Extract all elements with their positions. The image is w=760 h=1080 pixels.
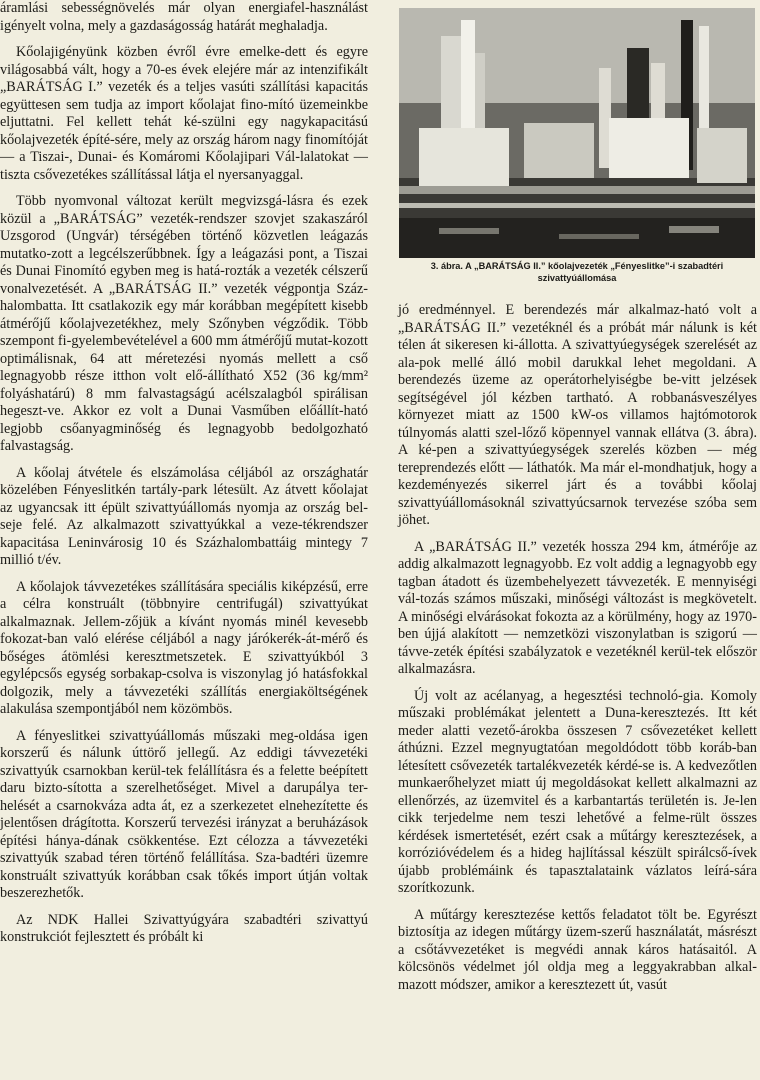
paragraph: Új volt az acélanyag, a hegesztési technoló-gia. Komoly műszaki problémákat jelentett a Duna-keresztezés. Itt két meder alatti vezető-árokba összesen 7 csővezetéket kellett áthúzni. Ezzel megnyugtatóan megoldódott több koráb-ban létesített csővezeték tartalékvezeték kérdé-se is. A kedvezőtlen munkaerőhelyzet miatt új megoldásokat kellett alkalmazni az ellenőrzés, az üzemvitel és a karbantartás területén is. Je-len cikk terjedelme nem teszi lehetővé a felme-rült összes kérdések ismertetését, ezért csak a műtárgy keresztezések, a korrózióvédelem és a hideg hajlítással készült spirálcső-ívek újabb problémáink és tapasztalataink vázlatos leírá-sára szorítkozunk.: [398, 687, 757, 896]
paragraph: áramlási sebességnövelés már olyan energiafel-használást igényelt volna, mely a gazdaságosság határát meghaladja.: [0, 0, 368, 34]
paragraph: A kőolajok távvezetékes szállítására speciális kiképzésű, erre a célra konstruált (többnyire centrifugál) szivattyúkat alkalmaznak. Jellem-zőjük a kívánt nyomás minél kevesebb fokozat-ban való elérése céljából a nagy járókerék-át-mérő és bőséges átömlési keresztmetszetek. E szivattyúkból 3 egylépcsős egység sorbakap-csolva is viszonylag jó hatásfokkal dolgozik, mely a távvezetéki szállítás energiaköltségének alakulása szempontjából nem közömbös.: [0, 578, 368, 717]
paragraph: A fényeslitkei szivattyúállomás műszaki meg-oldása igen korszerű és nálunk úttörő jellegű. Az eddigi távvezetéki szivattyúk csarnokban kerül-tek felállításra és a felette beépített daru bizto-sította a szerelhetőséget. Mivel a darupálya ter-helését a csarnokváza adta át, ez a szerkezetet elnehezítette és jelentősen drágította. Korszerű tervezési irányzat a beruházások építési hánya-dának csökkentése. Ezt célozza a távvezetéki szivattyúk szabad téren történő felállítása. Sza-badtéri üzemre konstruált szivattyúk korábban csak tőkés import útján voltak beszerezhetők.: [0, 727, 368, 901]
paragraph: Az NDK Hallei Szivattyúgyára szabadtéri szivattyú konstrukciót fejlesztett és próbált ki: [0, 911, 368, 945]
paragraph: A műtárgy keresztezése kettős feladatot tölt be. Egyrészt biztosítja az idegen műtárgy üzem-szerű használatát, másrészt a csőtávvezetéket is megvédi annak káros hatásaitól. A kölcsönös védelmet jól oldja meg a leggyakrabban alkal-mazott módszer, amikor a keresztezett út, vasút: [398, 906, 757, 993]
figure-caption: 3. ábra. A „BARÁTSÁG II.” kőolajvezeték „Fényeslitke”-i szabadtéri szivattyúállomása: [430, 261, 724, 283]
paragraph: Kőolajigényünk közben évről évre emelke-dett és egyre világosabbá vált, hogy a 70-es évek elejére már az intenzifikált „BARÁTSÁG I.” vezeték és a teljes vasúti szállítási kapacitás együttesen sem tudja az import kőolajat fino-mító üzemeinkbe eljuttatni. Fel kellett tehát ké-szülni egy nagykapacitású kőolajvezeték építé-sére, mely az ország három nagy finomítóját — a Tiszai-, Dunai- és Komáromi Kőolajipari Vál-lalatokat — tiszta csővezetékes szállítással látja el nyersanyaggal.: [0, 44, 368, 183]
paragraph: jó eredménnyel. E berendezés már alkalmaz-ható volt a „BARÁTSÁG II.” vezetéknél és a próbát már nálunk is két télen át sikeresen ki-állotta. A szivattyúegységek szerelését az ala-pok mellé álló mobil darukkal lehet megoldani. A berendezés üzeme az operátorhelyiségbe be-vitt jelzések segítségével jól kézben tartható. A robbanásveszélyes környezet miatt az 1500 kW-os villamos hajtómotorok túlnyomás alatti szel-lőző köpennyel vannak ellátva (3. ábra). A ké-pen a szivattyúegységek szerelés közben — még tereprendezés előtt — láthatók. Ma már el-mondhatjuk, hogy a kezdeményezés sikerrel járt és a további kőolaj szivattyúállomásoknál szivattyúcsarnok tervezése szóba sem jöhet.: [398, 302, 757, 528]
figure-photo-pump-station: [399, 8, 755, 258]
left-column: [0, 0, 368, 956]
paragraph: Több nyomvonal változat került megvizsgá-lásra és ezek közül a „BARÁTSÁG” vezeték-rendszer szovjet szakaszáról Uzsgorod (Ungvár) térségében történő közvetlen leágazás mutatko-zott a legcélszerűbbnek. Így a leágazási pont, a Tiszai és Dunai Finomító egyben meg is hatá-rozták a vezeték célszerű vonalvezetését. A „BARÁTSÁG II.” vezeték végpontja Száz-halombatta. Itt csatlakozik egy már korábban megépített kisebb átmérőjű kőolajvezetékhez, mely Szőnyben végződik. Több szempont fi-gyelembevételével a 600 mm átmérőjű mutat-kozott optimálisnak, 64 att méretezési nyomás mellett a cső legnagyobb része itthon volt elő-állítható X52 (36 kg/mm² folyáshatárú) 8 mm falvastagságú acélszalagból spirálisan hegeszt-ve. Akkor ez volt a Dunai Vasműben előállít-ható legjobb csőanyagminőség és legnagyobb bedolgozható falvastagság.: [0, 193, 368, 454]
right-column: [398, 302, 757, 1003]
paragraph: A „BARÁTSÁG II.” vezeték hossza 294 km, átmérője az addig alkalmazott legnagyobb. Ez volt addig a legnagyobb egy tagban átadott és üzembehelyezett távvezeték. E mennyiségi vál-tozás számos műszaki, minőségi változást is megkövetelt. A minőségi elvárásokat fokozta az a körülmény, hogy az 1970-ben újjá alakított — nemzetközi viszonylatban is szigorú — távve-zeték építési szabályzatok e vezetéknél kerül-tek először alkalmazásra.: [398, 538, 757, 677]
pump-station-photo: [399, 8, 755, 258]
paragraph: A kőolaj átvétele és elszámolása céljából az országhatár közelében Fényeslitkén tartály-park létesült. Az átvett kőolajat az ugyancsak itt épült szivattyúállomás nyomja az ország bel-seje felé. Az alkalmazott szivattyúkkal a veze-tékrendszer kapacitása Leninvárosig 10 és Százhalombattáig mintegy 7 millió t/év.: [0, 464, 368, 568]
